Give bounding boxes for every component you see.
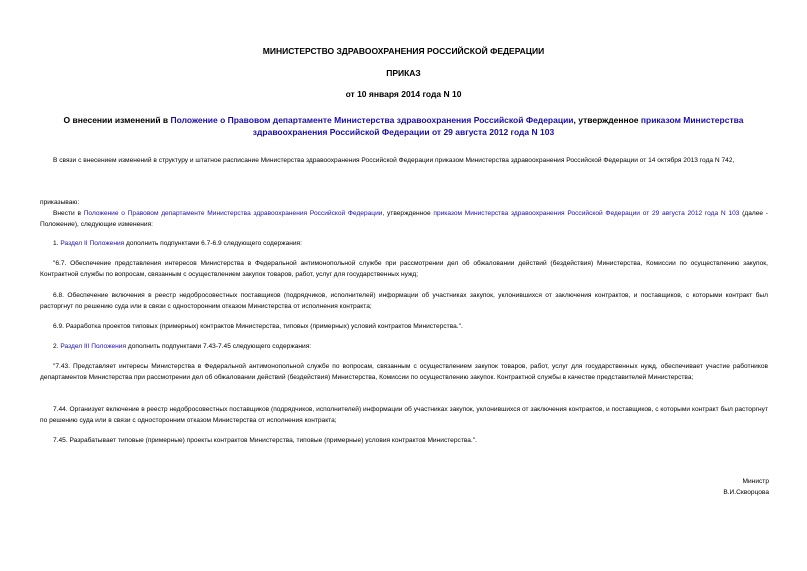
main-directive-paragraph [40, 208, 768, 230]
subject-regulation-link[interactable]: Положение о Правовом департаменте Министерства здравоохранения Российской Федерации [170, 115, 574, 125]
item-1-paragraph [40, 238, 768, 249]
subclause-7-45: 7.45. Разрабатывает типовые (примерные) проекты контрактов Министерства, типовые (примерные) условия контрактов Министерства.". [53, 437, 477, 444]
main-prefix: Внести в [53, 210, 84, 217]
subclause-6-8: 6.8. Обеспечение включения в реестр недобросовестных поставщиков (подрядчиков, исполнителей) информации об участниках закупок, уклонившихся от заключения контрактов, и поставщиков, с которыми контракт был расторгнут по решению суда или в связи с односторонним отказом Министерства от исполнения контракта; [40, 292, 768, 310]
subclause-7-44: 7.44. Организует включение в реестр недобросовестных поставщиков (подрядчиков, исполнителей) информации об участниках закупок, уклонившихся от заключения контрактов, и поставщиков, с которыми контракт был расторгнут по решению суда или в связи с односторонним отказом Министерства от исполнения контракта; [40, 406, 768, 424]
subject-prefix: О внесении изменений в [63, 115, 171, 125]
main-suffix: (далее - Положение), следующие изменения: [40, 210, 768, 228]
main-order-link[interactable]: приказом Министерства здравоохранения Российской Федерации от 29 августа 2012 года N 103 [433, 210, 740, 217]
signatory-name: В.И.Скворцова [723, 489, 769, 496]
document-date-number: от 10 января 2014 года N 10 [345, 89, 462, 99]
subject-order-link[interactable]: приказом Министерства здравоохранения Российской Федерации от 29 августа 2012 года N 103 [252, 115, 744, 137]
subclause-6-9: 6.9. Разработка проектов типовых (примерных) контрактов Министерства, типовых (примерных) условий контрактов Министерства.". [53, 323, 463, 330]
item-1-prefix: 1. [53, 240, 61, 247]
subject-middle: , утвержденное [573, 115, 641, 125]
item-2-prefix: 2. [53, 343, 61, 350]
subclause-7-43: "7.43. Представляет интересы Министерства в Федеральной антимонопольной службе по вопросам, связанным с осуществлением закупок товаров, работ, услуг для государственных нужд, обеспечивает участие работников департаментов Министерства при рассмотрении дел об обжаловании действий (бездействия) Министерства, Комиссии по осуществлению закупок. Контрактной службы в качестве представителей Министерства; [40, 363, 768, 381]
main-regulation-link[interactable]: Положение о Правовом департаменте Министерства здравоохранения Российской Федерации [83, 210, 383, 217]
main-middle: , утвержденное [382, 210, 434, 217]
intro-paragraph: В связи с внесением изменений в структуру и штатное расписание Министерства здравоохранения Российской Федерации приказом Министерства здравоохранения Российской Федерации от 14 октября 2013 года N 742, [53, 157, 735, 164]
ministry-heading: МИНИСТЕРСТВО ЗДРАВООХРАНЕНИЯ РОССИЙСКОЙ ФЕДЕРАЦИИ [262, 46, 545, 56]
document-subject [40, 114, 767, 138]
section-iii-link[interactable]: Раздел III Положения [60, 343, 127, 350]
item-2-paragraph [40, 341, 768, 352]
section-ii-link[interactable]: Раздел II Положения [60, 240, 125, 247]
subclause-6-7: "6.7. Обеспечение представления интересов Министерства в Федеральной антимонопольной службе при рассмотрении дел об обжаловании действий (бездействия) Министерства, Комиссии по осуществлению закупок, Контрактной службы по вопросам, связанным с осуществлением закупок товаров, работ, услуг для государственных нужд; [40, 260, 768, 278]
document-type-heading: ПРИКАЗ [386, 68, 421, 78]
item-1-suffix: дополнить подпунктами 6.7-6.9 следующего содержания: [124, 240, 302, 247]
item-2-suffix: дополнить подпунктами 7.43-7.45 следующего содержания: [126, 343, 312, 350]
order-word: приказываю: [40, 199, 80, 206]
signatory-title: Министр [742, 478, 769, 485]
